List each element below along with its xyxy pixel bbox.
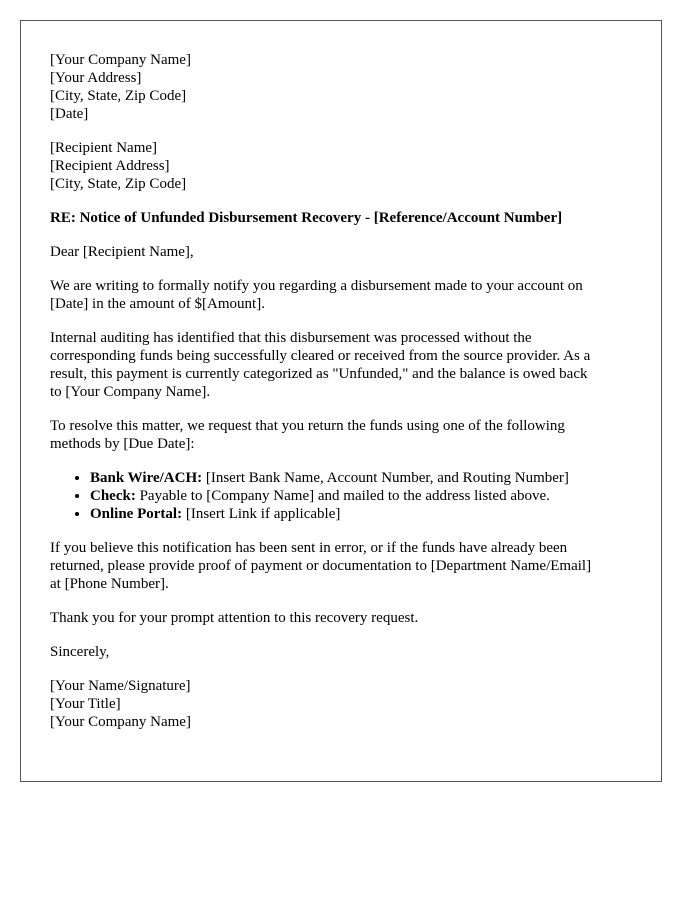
paragraph-line: returned, please provide proof of payment or documentation to [Department Name/Email]: [50, 558, 592, 574]
letter-date: [Date]: [50, 106, 89, 122]
paragraph-resolution: [50, 417, 633, 453]
method-label: Check:: [90, 488, 136, 504]
sender-city-state-zip: [City, State, Zip Code]: [50, 88, 187, 104]
method-label: Bank Wire/ACH:: [90, 470, 203, 486]
method-text: Payable to [Company Name] and mailed to the address listed above.: [135, 488, 550, 504]
method-text: [Insert Bank Name, Account Number, and Routing Number]: [202, 470, 569, 486]
paragraph-line: To resolve this matter, we request that you return the funds using one of the following: [50, 418, 565, 434]
paragraph-line: We are writing to formally notify you regarding a disbursement made to your account on: [50, 278, 583, 294]
paragraph-line: Thank you for your prompt attention to this recovery request.: [50, 610, 419, 626]
paragraph-line: corresponding funds being successfully cleared or received from the source provider. As a: [50, 348, 591, 364]
paragraph-line: methods by [Due Date]:: [50, 436, 195, 452]
salutation: [50, 243, 633, 261]
list-item: [90, 487, 633, 505]
list-item: [90, 505, 633, 523]
paragraph-thanks: [50, 609, 633, 627]
subject-line: [50, 209, 633, 227]
payment-methods-list: [50, 469, 633, 523]
paragraph-line: to [Your Company Name].: [50, 384, 211, 400]
signature-title: [Your Title]: [50, 696, 121, 712]
sender-company-name: [Your Company Name]: [50, 52, 191, 68]
paragraph-line: If you believe this notification has been sent in error, or if the funds have already been: [50, 540, 568, 556]
paragraph-line: at [Phone Number].: [50, 576, 169, 592]
paragraph-dispute: [50, 539, 633, 593]
paragraph-audit: [50, 329, 633, 401]
letter-page: [20, 20, 662, 782]
method-label: Online Portal:: [90, 506, 183, 522]
method-text: [Insert Link if applicable]: [182, 506, 341, 522]
sender-block: [50, 51, 633, 123]
recipient-name: [Recipient Name]: [50, 140, 158, 156]
subject-text: RE: Notice of Unfunded Disbursement Recovery - [Reference/Account Number]: [50, 210, 563, 226]
list-item: [90, 469, 633, 487]
signature-block: [50, 677, 633, 731]
paragraph-notification: [50, 277, 633, 313]
paragraph-line: Internal auditing has identified that this disbursement was processed without the: [50, 330, 532, 346]
recipient-block: [50, 139, 633, 193]
closing-text: Sincerely,: [50, 644, 110, 660]
recipient-address: [Recipient Address]: [50, 158, 170, 174]
sender-address: [Your Address]: [50, 70, 142, 86]
salutation-text: Dear [Recipient Name],: [50, 244, 194, 260]
paragraph-line: [Date] in the amount of $[Amount].: [50, 296, 265, 312]
recipient-city-state-zip: [City, State, Zip Code]: [50, 176, 187, 192]
closing: [50, 643, 633, 661]
signature-name: [Your Name/Signature]: [50, 678, 191, 694]
paragraph-line: result, this payment is currently categorized as "Unfunded," and the balance is owed back: [50, 366, 588, 382]
signature-company: [Your Company Name]: [50, 714, 191, 730]
